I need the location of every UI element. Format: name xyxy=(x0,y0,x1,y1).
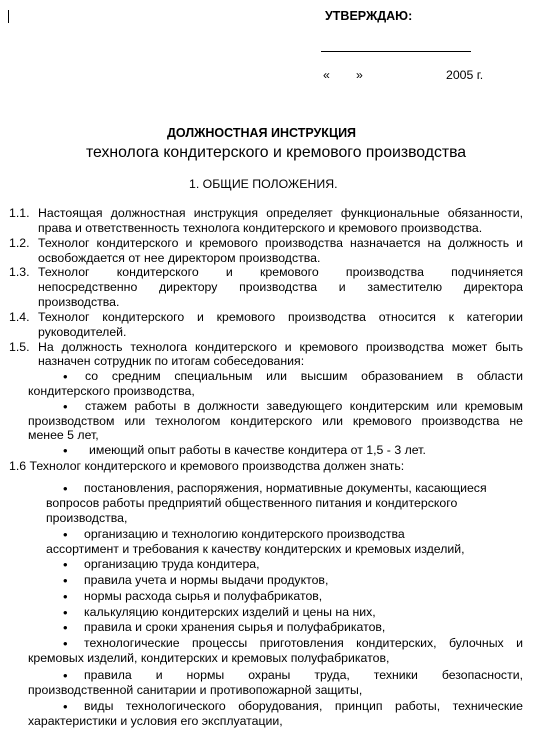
bullet-marker: • xyxy=(63,699,68,714)
list-item-line: правила и сроки хранения сырья и полуфабрикатов, xyxy=(84,620,386,634)
list-item-line: организацию труда кондитера, xyxy=(84,557,260,571)
list-item-line: вопросов работы предприятий общественного питания и кондитерского xyxy=(46,496,458,510)
clause-text-line: права и ответственность технолога кондитерского и кремового производства. xyxy=(38,221,483,235)
bullet-marker: • xyxy=(63,481,68,496)
list-item-line: характеристики и условия его эксплуатации, xyxy=(28,714,283,728)
list-item-line: правила и нормы охраны труда, техники безопасности, xyxy=(84,668,523,682)
section-title: 1. ОБЩИЕ ПОЛОЖЕНИЯ. xyxy=(189,177,338,191)
bullet-marker: • xyxy=(63,557,68,572)
list-item-line: калькуляцию кондитерских изделий и цены на них, xyxy=(84,605,376,619)
list-item-line: ассортимент и требования к качеству кондитерских и кремовых изделий, xyxy=(46,542,465,556)
approve-heading: УТВЕРЖДАЮ: xyxy=(325,9,413,23)
clause-text-line: руководителей. xyxy=(38,325,127,339)
bullet-marker: • xyxy=(63,620,68,635)
list-item-line: производственной санитарии и противопожарной защиты, xyxy=(28,683,363,697)
list-item-line: производством или технологом кондитерского или кремового производства не xyxy=(28,414,523,428)
clause-text-line: На должность технолога кондитерского и кремового производства может быть xyxy=(38,340,523,354)
signature-line xyxy=(321,51,471,52)
clause-text-line: Технолог кондитерского и кремового производства относится к категории xyxy=(38,310,523,324)
list-item-line: имеющий опыт работы в качестве кондитера от 1,5 - 3 лет. xyxy=(89,443,426,457)
clause-number: 1.5. xyxy=(9,340,30,354)
bullet-marker: • xyxy=(63,589,68,604)
list-item-line: виды технологического оборудования, принцип работы, технические xyxy=(84,699,523,713)
date-quote-close: » xyxy=(356,68,363,82)
bullet-marker: • xyxy=(63,527,68,542)
list-item-line: правила учета и нормы выдачи продуктов, xyxy=(84,573,329,587)
list-item-line: постановления, распоряжения, нормативные документы, касающиеся xyxy=(84,481,487,495)
clause-heading: 1.6 Технолог кондитерского и кремового производства должен знать: xyxy=(9,459,405,473)
clause-text-line: непосредственно директору производства и заместителю директора xyxy=(38,280,523,294)
list-item-line: технологические процессы приготовления кондитерских, булочных и xyxy=(84,636,523,650)
text-cursor xyxy=(8,10,9,23)
bullet-marker: • xyxy=(63,443,68,458)
clause-text-line: производства. xyxy=(38,295,120,309)
clause-text-line: Настоящая должностная инструкция определяет функциональные обязанности, xyxy=(38,206,523,220)
bullet-marker: • xyxy=(63,369,68,384)
document-subtitle: технолога кондитерского и кремового производства xyxy=(86,144,467,161)
clause-text-line: Технолог кондитерского и кремового производства подчиняется xyxy=(38,265,523,279)
list-item-line: организацию и технологию кондитерского производства xyxy=(84,527,405,541)
list-item-line: со средним специальным или высшим образованием в области xyxy=(85,369,523,383)
bullet-marker: • xyxy=(63,636,68,651)
list-item-line: менее 5 лет, xyxy=(28,428,99,442)
bullet-marker: • xyxy=(63,399,68,414)
clause-number: 1.4. xyxy=(9,310,30,324)
clause-number: 1.3. xyxy=(9,265,30,279)
clause-text-line: назначен сотрудник по итогам собеседования: xyxy=(38,354,305,368)
date-quote-open: « xyxy=(323,68,330,82)
clause-text-line: Технолог кондитерского и кремового производства назначается на должность и xyxy=(38,236,523,250)
bullet-marker: • xyxy=(63,668,68,683)
clause-number: 1.1. xyxy=(9,206,30,220)
approval-year: 2005 г. xyxy=(446,68,484,82)
document-title: ДОЛЖНОСТНАЯ ИНСТРУКЦИЯ xyxy=(167,126,357,140)
list-item-line: кремовых изделий, кондитерских и кремовых полуфабрикатов, xyxy=(28,651,390,665)
clause-text-line: освобождается от нее директором производства. xyxy=(38,251,321,265)
list-item-line: нормы расхода сырья и полуфабрикатов, xyxy=(84,589,323,603)
list-item-line: стажем работы в должности заведующего кондитерским или кремовым xyxy=(85,399,523,413)
bullet-marker: • xyxy=(63,605,68,620)
list-item-line: производства, xyxy=(46,511,128,525)
list-item-line: кондитерского производства, xyxy=(28,384,195,398)
clause-number: 1.2. xyxy=(9,236,30,250)
bullet-marker: • xyxy=(63,573,68,588)
